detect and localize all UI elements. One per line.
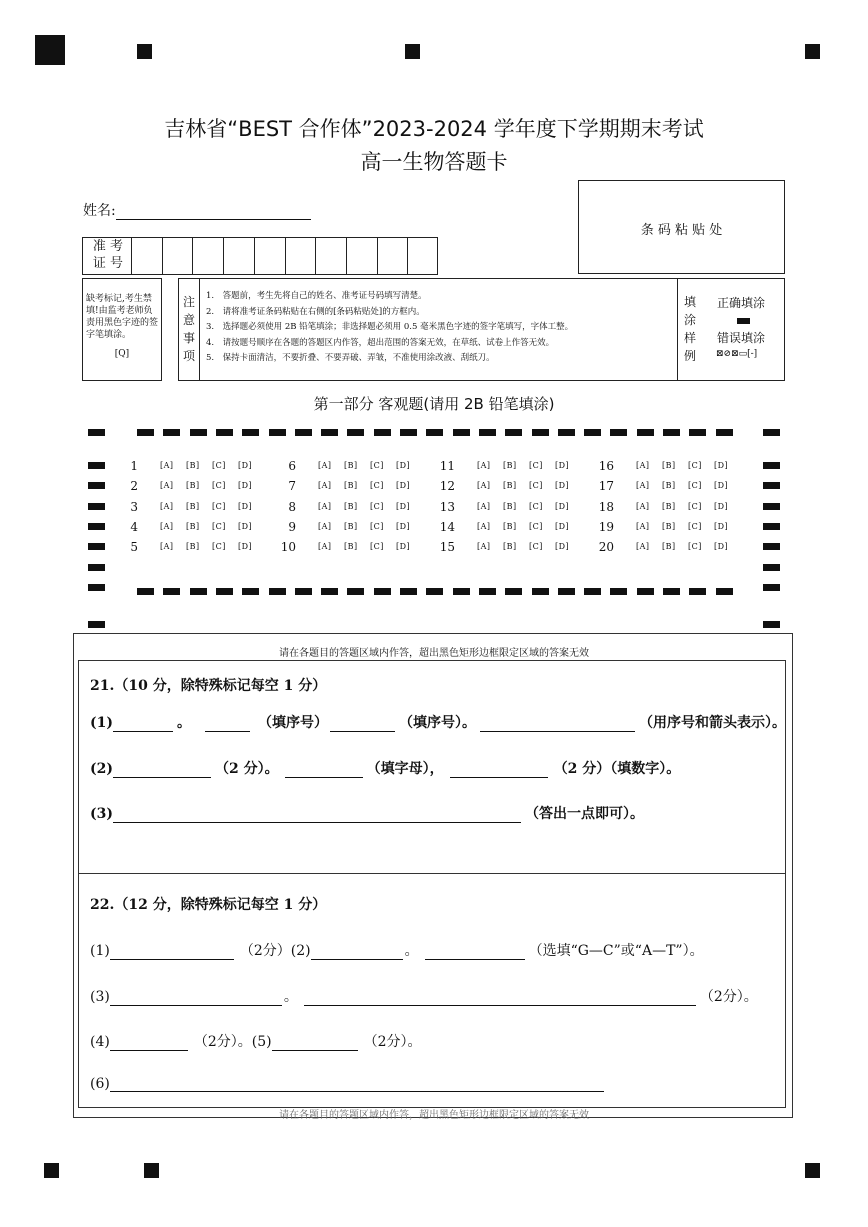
answer-options[interactable] [318,522,422,531]
alignment-mark-bottom [805,1163,820,1178]
timing-mark [689,588,706,595]
corner-mark-top-left [35,35,65,65]
option-bubble[interactable]: [D] [238,501,253,511]
option-bubble[interactable]: [A] [636,521,650,531]
question-number: 8 [288,499,296,514]
alignment-mark-top [805,44,820,59]
option-bubble[interactable]: [A] [160,501,174,511]
answer-options[interactable] [477,542,581,551]
option-bubble[interactable]: [D] [396,542,411,552]
barcode-area [578,180,785,274]
option-bubble[interactable]: [C] [212,521,226,531]
blank[interactable] [113,717,173,732]
option-bubble[interactable]: [D] [555,542,570,552]
timing-mark [532,429,549,436]
timing-mark [584,588,601,595]
option-bubble[interactable]: [C] [529,461,543,470]
exam-id-cell[interactable] [162,237,163,275]
blank[interactable] [110,1036,188,1051]
option-bubble[interactable]: [B] [344,521,358,531]
answer-options[interactable] [318,542,422,551]
timing-mark [763,462,780,469]
blank[interactable] [304,991,696,1006]
option-bubble[interactable]: [A] [160,542,174,552]
timing-mark [374,588,391,595]
question-number: 1 [130,459,138,473]
timing-mark [763,564,780,571]
timing-mark [610,429,627,436]
q22-line2: (3) 。 （2分）。 [90,989,758,1005]
option-bubble[interactable]: [C] [370,461,384,470]
exam-id-cell[interactable] [223,237,224,275]
exam-id-cell[interactable] [131,237,132,275]
exam-id-cell[interactable] [377,237,378,275]
blank[interactable] [110,1077,604,1092]
timing-mark [584,429,601,436]
fill-wrong-sample: ⊠⊘⊠▭[-] [716,349,758,359]
exam-id-cell[interactable] [192,237,193,275]
option-bubble[interactable]: [C] [212,501,226,511]
option-bubble[interactable]: [C] [370,521,384,531]
option-bubble[interactable]: [D] [714,521,729,531]
option-bubble[interactable]: [B] [662,481,676,491]
blank[interactable] [113,808,521,823]
timing-mark [763,482,780,489]
timing-mark [347,429,364,436]
option-bubble[interactable]: [D] [714,501,729,511]
timing-mark [137,588,154,595]
timing-mark [163,429,180,436]
timing-mark [479,588,496,595]
timing-mark [216,429,233,436]
option-bubble[interactable]: [D] [396,521,411,531]
timing-mark [663,429,680,436]
answer-options[interactable] [636,522,740,531]
timing-mark [763,584,780,591]
option-bubble[interactable]: [B] [186,521,200,531]
option-bubble[interactable]: [B] [503,461,517,470]
q22-line3: (4) （2分）。(5) （2分）。 [90,1034,422,1050]
timing-mark [88,564,105,571]
answer-options[interactable] [318,461,422,470]
blank[interactable] [425,945,525,960]
timing-mark [88,429,105,436]
timing-mark [88,482,105,489]
option-bubble[interactable]: [B] [662,521,676,531]
option-bubble[interactable]: [B] [662,501,676,511]
timing-mark [88,462,105,469]
option-bubble[interactable]: [B] [186,542,200,552]
timing-mark [479,429,496,436]
timing-mark [88,543,105,550]
blank[interactable] [285,763,363,778]
option-bubble[interactable]: [C] [212,542,226,552]
timing-mark [426,429,443,436]
q21-line3: (3) （答出一点即可）。 [90,806,644,822]
option-bubble[interactable]: [C] [370,481,384,491]
blank[interactable] [205,717,250,732]
option-bubble[interactable]: [A] [318,501,332,511]
blank[interactable] [113,763,211,778]
exam-id-cell[interactable] [407,237,408,275]
option-bubble[interactable]: [C] [688,461,702,470]
answer-options[interactable] [477,461,581,470]
absent-mark-bubble[interactable]: [Q] [114,349,130,359]
question-number: 2 [130,479,138,494]
exam-id-label: 准 考 证 号 [92,239,124,271]
timing-mark [216,588,233,595]
option-bubble[interactable]: [B] [186,461,200,470]
timing-mark [88,621,105,628]
timing-mark [763,429,780,436]
fill-correct-label: 正确填涂 [717,296,766,310]
fill-example-label: 填 涂 样 例 [684,295,697,363]
blank[interactable] [330,717,395,732]
option-bubble[interactable]: [A] [477,481,491,491]
timing-mark [505,429,522,436]
blank[interactable] [450,763,548,778]
answer-options[interactable] [636,542,740,551]
exam-id-cell[interactable] [285,237,286,275]
alignment-mark-top [405,44,420,59]
timing-mark [88,523,105,530]
option-bubble[interactable]: [C] [529,521,543,531]
timing-mark [137,429,154,436]
timing-mark [763,543,780,550]
option-bubble[interactable]: [C] [212,481,226,491]
q21-line1: (1) 。 （填序号） （填序号）。 （用序号和箭头表示）。 [90,715,786,731]
timing-mark [716,429,733,436]
q22-line4: (6) [90,1076,604,1092]
timing-mark [295,588,312,595]
question-number: 11 [439,459,455,473]
answer-options[interactable] [160,481,264,490]
option-bubble[interactable]: [D] [555,501,570,511]
timing-mark [610,588,627,595]
answer-options[interactable] [318,502,422,511]
timing-mark [426,588,443,595]
exam-id-cell[interactable] [315,237,316,275]
option-bubble[interactable]: [D] [238,481,253,491]
timing-mark [374,429,391,436]
timing-mark [163,588,180,595]
option-bubble[interactable]: [A] [318,542,332,552]
blank[interactable] [110,945,234,960]
option-bubble[interactable]: [D] [555,461,570,470]
option-bubble[interactable]: [A] [636,542,650,552]
option-bubble[interactable]: [B] [344,542,358,552]
timing-mark [637,588,654,595]
answer-options[interactable] [636,481,740,490]
absent-mark-box [82,278,162,381]
option-bubble[interactable]: [D] [396,481,411,491]
exam-id-grid [82,237,438,275]
option-bubble[interactable]: [B] [186,501,200,511]
absent-text: 缺考标记,考生禁填!由监考老师负责用黑色字迹的签字笔填涂。 [86,294,159,340]
option-bubble[interactable]: [A] [160,521,174,531]
alignment-mark-top [137,44,152,59]
option-bubble[interactable]: [B] [503,521,517,531]
answer-options[interactable] [160,522,264,531]
question-number: 5 [130,540,138,555]
exam-id-cell[interactable] [346,237,347,275]
notice-label: 注 意 事 项 [183,295,196,363]
timing-mark [663,588,680,595]
question-number: 3 [130,499,138,514]
page-title: 吉林省“BEST 合作体”2023-2024 学年度下学期期末考试 [164,117,704,141]
timing-mark [763,523,780,530]
answer-options[interactable] [636,461,740,470]
blank[interactable] [272,1036,358,1051]
option-bubble[interactable]: [C] [688,542,702,552]
question-number: 10 [280,540,296,555]
option-bubble[interactable]: [A] [477,521,491,531]
notice-item: 1. 答题前，考生先将自己的姓名、准考证号码填写清楚。 [206,291,427,301]
option-bubble[interactable]: [A] [160,481,174,491]
fill-correct-sample [737,318,750,324]
q22-line1: (1) （2分）(2) 。 （选填“G—C”或“A—T”）。 [90,943,704,959]
option-bubble[interactable]: [A] [477,501,491,511]
option-bubble[interactable]: [B] [662,461,676,470]
timing-mark [190,429,207,436]
option-bubble[interactable]: [A] [636,481,650,491]
timing-mark [637,429,654,436]
timing-mark [453,588,470,595]
timing-mark [242,588,259,595]
option-bubble[interactable]: [B] [186,481,200,491]
question-number: 13 [439,499,455,514]
option-bubble[interactable]: [C] [212,461,226,470]
option-bubble[interactable]: [D] [238,461,253,470]
question-number: 20 [598,540,614,555]
option-bubble[interactable]: [A] [318,521,332,531]
blank[interactable] [311,945,403,960]
answer-options[interactable] [477,481,581,490]
option-bubble[interactable]: [C] [529,542,543,552]
question-number: 7 [288,479,296,494]
option-bubble[interactable]: [D] [555,521,570,531]
option-bubble[interactable]: [A] [636,501,650,511]
timing-mark [763,621,780,628]
option-bubble[interactable]: [C] [370,542,384,552]
option-bubble[interactable]: [A] [636,461,650,470]
timing-mark [88,503,105,510]
fill-wrong-label: 错误填涂 [717,331,766,345]
bottom-notice: 请在各题目的答题区域内作答，超出黑色矩形边框限定区域的答案无效 [279,1110,589,1121]
question-number: 4 [130,519,138,534]
option-bubble[interactable]: [D] [396,501,411,511]
question-number: 14 [439,519,455,534]
question-number: 17 [598,479,614,494]
name-underline [116,205,311,220]
timing-mark [295,429,312,436]
option-bubble[interactable]: [A] [318,481,332,491]
option-bubble[interactable]: [D] [714,461,729,470]
option-bubble[interactable]: [B] [344,501,358,511]
notice-item: 2. 请将准考证条码粘贴在右侧的[条码粘贴处]的方框内。 [206,306,425,317]
option-bubble[interactable]: [D] [714,542,729,552]
option-bubble[interactable]: [C] [529,501,543,511]
question-number: 16 [598,459,614,473]
area-notice: 请在各题目的答题区域内作答，超出黑色矩形边框限定区域的答案无效 [279,648,589,659]
part1-title: 第一部分 客观题(请用 2B 铅笔填涂) [313,395,555,413]
timing-mark [347,588,364,595]
option-bubble[interactable]: [C] [688,521,702,531]
notice-item: 3. 选择题必须使用 2B 铅笔填涂；非选择题必须用 0.5 毫米黑色字迹的签字笔填写，字体工整。 [206,322,574,332]
option-bubble[interactable]: [D] [396,461,411,470]
option-bubble[interactable]: [A] [318,461,332,470]
blank[interactable] [110,991,282,1006]
question-number: 6 [288,459,296,473]
option-bubble[interactable]: [D] [238,521,253,531]
timing-mark [763,503,780,510]
notice-box [178,278,785,381]
option-bubble[interactable]: [D] [238,542,253,552]
timing-mark [505,588,522,595]
option-bubble[interactable]: [B] [503,542,517,552]
notice-list [206,289,573,367]
question-number: 19 [598,519,614,534]
timing-mark [321,429,338,436]
timing-mark [269,588,286,595]
option-bubble[interactable]: [B] [503,501,517,511]
answer-options[interactable] [636,502,740,511]
option-bubble[interactable]: [B] [503,481,517,491]
answer-options[interactable] [160,461,264,470]
option-bubble[interactable]: [A] [477,542,491,552]
notice-item: 5. 保持卡面清洁，不要折叠、不要弄破、弄皱，不准使用涂改液、刮纸刀。 [206,353,495,363]
option-bubble[interactable]: [A] [477,461,491,470]
timing-mark [400,588,417,595]
notice-item: 4. 请按题号顺序在各题的答题区内作答，超出范围的答案无效，在草纸、试卷上作答无效。 [206,337,555,348]
timing-mark [88,584,105,591]
alignment-mark-bottom [144,1163,159,1178]
timing-mark [453,429,470,436]
exam-id-cell[interactable] [254,237,255,275]
timing-mark [558,429,575,436]
answer-options[interactable] [318,481,422,490]
option-bubble[interactable]: [C] [370,501,384,511]
q22-title: 22.（12 分，除特殊标记每空 1 分） [90,897,327,913]
question-number: 12 [439,479,455,494]
option-bubble[interactable]: [D] [555,481,570,491]
option-bubble[interactable]: [B] [662,542,676,552]
option-bubble[interactable]: [B] [344,481,358,491]
timing-mark [716,588,733,595]
option-bubble[interactable]: [A] [160,461,174,470]
timing-mark [532,588,549,595]
option-bubble[interactable]: [B] [344,461,358,470]
alignment-mark-bottom [44,1163,59,1178]
answer-options[interactable] [160,502,264,511]
answer-options[interactable] [160,542,264,551]
name-field[interactable] [83,200,311,220]
question-number: 9 [288,519,296,534]
option-bubble[interactable]: [C] [688,501,702,511]
page-subtitle: 高一生物答题卡 [360,150,508,174]
option-bubble[interactable]: [C] [688,481,702,491]
question-number: 15 [439,540,455,555]
timing-mark [558,588,575,595]
timing-mark [242,429,259,436]
timing-mark [689,429,706,436]
timing-mark [269,429,286,436]
q21-line2: (2) （2 分）。 （填字母）， （2 分）（填数字）。 [90,761,681,777]
timing-mark [190,588,207,595]
answer-options[interactable] [477,522,581,531]
option-bubble[interactable]: [D] [714,481,729,491]
name-label: 姓名: [83,203,116,219]
option-bubble[interactable]: [C] [529,481,543,491]
timing-mark [400,429,417,436]
question-number: 18 [598,499,614,514]
barcode-label: 条 码 粘 贴 处 [640,223,723,238]
timing-mark [321,588,338,595]
answer-options[interactable] [477,502,581,511]
blank[interactable] [480,717,635,732]
q21-title: 21.（10 分，除特殊标记每空 1 分） [90,678,327,694]
